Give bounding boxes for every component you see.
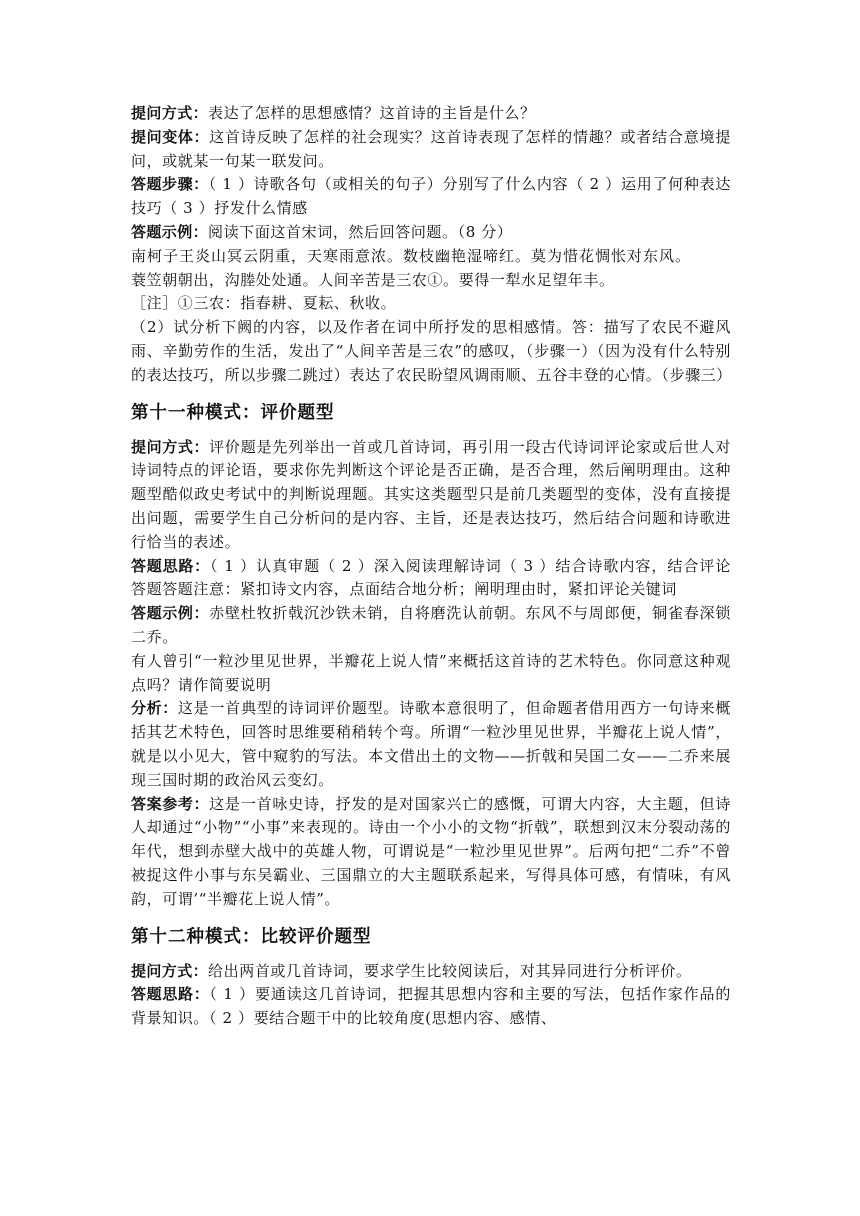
question-method-label: 提问方式： (131, 104, 209, 122)
answer-approach (131, 555, 731, 603)
answer-steps-label: 答题步骤： (131, 175, 209, 194)
poem-first-half: 南柯子王炎山冥云阴重，天寒雨意浓。数枝幽艳湿啼红。莫为惜花惆怅对东风。 (131, 246, 691, 265)
document-body (131, 102, 731, 1031)
example-question: 有人曾引“一粒沙里见世界，半瓣花上说人情”来概括这首诗的艺术特色。你同意这种观点吗？请作简要说明 (131, 651, 731, 694)
answer-example (131, 221, 731, 245)
answer-approach-label: 答题思路： (131, 556, 210, 575)
answer-steps (131, 173, 731, 221)
reference-answer-label: 答案参考： (131, 794, 210, 813)
question-method-label: 提问方式： (131, 437, 210, 456)
question-method-text: 表达了怎样的思想感情？这首诗的主旨是什么？ (208, 104, 536, 122)
answer-example-text: 阅读下面这首宋词，然后回答问题。（8 分） (208, 222, 513, 241)
poem-note: ［注］①三农：指春耕、夏耘、秋收。 (131, 294, 397, 313)
answer-example (131, 602, 731, 650)
answer-approach (131, 983, 731, 1031)
question-method-label: 提问方式： (131, 961, 209, 980)
question-variant-label: 提问变体： (131, 127, 210, 146)
question-method-text: 评价题是先列举出一首或几首诗词，再引用一段古代诗词评论家或后世人对诗词特点的评论语，要求你先判断这个评论是否正确，是否合理，然后阐明理由。这种题型酷似政史考试中的判断说理题。其实这类题型只是前几类题型的变体，没有直接提出问题，需要学生自己分析问的是内容、主旨，还是表达技巧，然后结合问题和诗歌进行恰当的表述。 (131, 437, 731, 551)
answer-approach-text: （ 1 ）要通读这几首诗词，把握其思想内容和主要的写法，包括作家作品的背景知识。（ 2 ）要结合题干中的比较角度(思想内容、感情、 (131, 985, 731, 1028)
answer-example-text: 赤壁杜牧折戟沉沙铁未销，自将磨洗认前朝。东风不与周郎便，铜雀春深锁二乔。 (131, 604, 731, 646)
answer-example-label: 答题示例： (131, 604, 210, 623)
analysis (131, 697, 731, 792)
answer-example-label: 答题示例： (131, 222, 209, 241)
question-method (131, 436, 731, 555)
answer-approach-text: （ 1 ）认真审题（ 2 ）深入阅读理解诗词（ 3 ）结合诗歌内容，结合评论答题答题注意：紧扣诗文内容，点面结合地分析；阐明理由时，紧扣评论关键词 (131, 556, 731, 599)
reference-answer-text: 这是一首咏史诗，抒发的是对国家兴亡的感慨，可谓大内容，大主题，但诗人却通过“小物”“小事”来表现的。诗由一个小小的文物“折戟”，联想到汉末分裂动荡的年代，想到赤壁大战中的英雄人物，可谓说是“一粒沙里见世界”。后两句把“二乔”不曾被捉这件小事与东吴霸业、三国鼎立的大主题联系起来，写得具体可感，有情味，有风韵，可谓’“半瓣花上说人情”。 (131, 794, 731, 908)
question-variant-text: 这首诗反映了怎样的社会现实？这首诗表现了怎样的情趣？或者结合意境提问，或就某一句某一联发问。 (131, 127, 731, 170)
poem-second-half: 蓑笠朝朝出，沟塍处处通。人间辛苦是三农①。要得一犁水足望年丰。 (131, 270, 615, 289)
section-heading-12: 第十二种模式：比较评价题型 (131, 926, 372, 947)
question-method (131, 102, 731, 126)
sample-answer: （2）试分析下阙的内容，以及作者在词中所抒发的思相感情。答：描写了农民不避风雨、辛勤劳作的生活，发出了“人间辛苦是三农”的感叹，（步骤一）（因为没有什么特别的表达技巧，所以步骤二跳过）表达了农民盼望风调雨顺、五谷丰登的心情。（步骤三） (131, 318, 732, 384)
reference-answer (131, 793, 731, 912)
analysis-label: 分析： (131, 699, 178, 718)
question-method-text: 给出两首或几首诗词，要求学生比较阅读后，对其异同进行分析评价。 (208, 961, 692, 980)
answer-steps-text: （ 1 ）诗歌各句（或相关的句子）分别写了什么内容（ 2 ）运用了何种表达技巧（ 3 ）抒发什么情感 (131, 175, 731, 218)
answer-approach-label: 答题思路： (131, 985, 210, 1004)
analysis-text: 这是一首典型的诗词评价题型。诗歌本意很明了，但命题者借用西方一句诗来概括其艺术特色，回答时思维要稍稍转个弯。所谓“一粒沙里见世界，半瓣花上说人情”，就是以小见大，管中窥豹的写法。本文借出土的文物——折戟和吴国二女——二乔来展现三国时期的政治风云变幻。 (131, 699, 731, 789)
section-heading-11: 第十一种模式：评价题型 (131, 402, 335, 423)
question-method (131, 960, 731, 984)
poem-text (131, 245, 731, 293)
question-variant (131, 126, 731, 174)
